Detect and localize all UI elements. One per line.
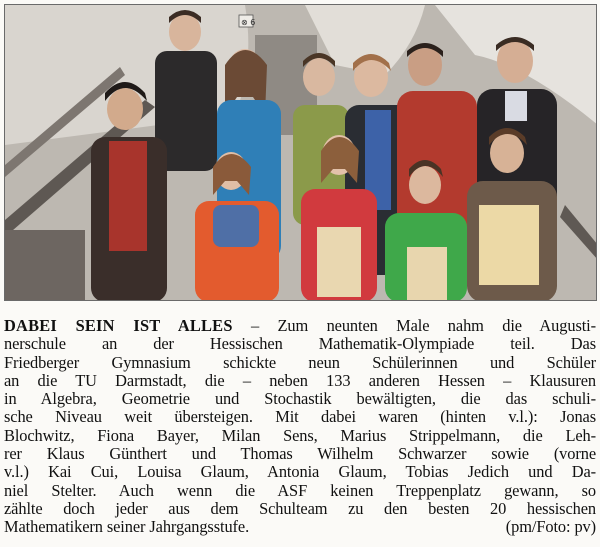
exit-sign-text: ⊗ 6	[241, 18, 256, 27]
caption-line-9: v.l.) Kai Cui, Louisa Glaum, Antonia Glaum, Tobias Jedich und Da-	[4, 462, 596, 482]
caption-line-7: Blochwitz, Fiona Bayer, Milan Sens, Marius Strippelmann, die Leh-	[4, 425, 596, 445]
photo-credit: (pm/Foto: pv)	[505, 517, 596, 537]
group-photo	[4, 4, 597, 301]
caption-line-text: – Zum neunten Male nahm die Augusti-	[232, 316, 596, 335]
caption-line-12	[4, 518, 596, 536]
caption-line-4: an die TU Darmstadt, die – neben 133 anderen Hessen – Klausuren	[4, 370, 596, 390]
article-headline: DABEI SEIN IST ALLES	[4, 316, 233, 335]
caption-line-10: niel Stelter. Auch wenn die ASF keinen Treppenplatz gewann, so	[4, 480, 596, 500]
stair-steps	[5, 230, 85, 301]
caption-line-3: Friedberger Gymnasium schickte neun Schülerinnen und Schüler	[4, 352, 596, 372]
caption-line-5: in Algebra, Geometrie und Stochastik bewältigten, die das schuli-	[4, 389, 596, 409]
caption-line-2: nerschule an der Hessischen Mathematik-Olympiade teil. Das	[4, 334, 596, 354]
caption-last-line: Mathematikern seiner Jahrgangsstufe.	[4, 517, 250, 537]
group-photo-illustration	[5, 5, 597, 301]
caption-line-11: zählte doch jeder aus dem Schulteam zu den besten 20 hessischen	[4, 498, 596, 518]
caption-line-6: sche Niveau weit übersteigen. Mit dabei waren (hinten v.l.): Jonas	[4, 407, 596, 427]
article-caption	[4, 317, 596, 537]
caption-line-8: rer Klaus Günthert und Thomas Wilhelm Schwarzer sowie (vorne	[4, 444, 596, 464]
caption-line-1	[4, 317, 596, 335]
